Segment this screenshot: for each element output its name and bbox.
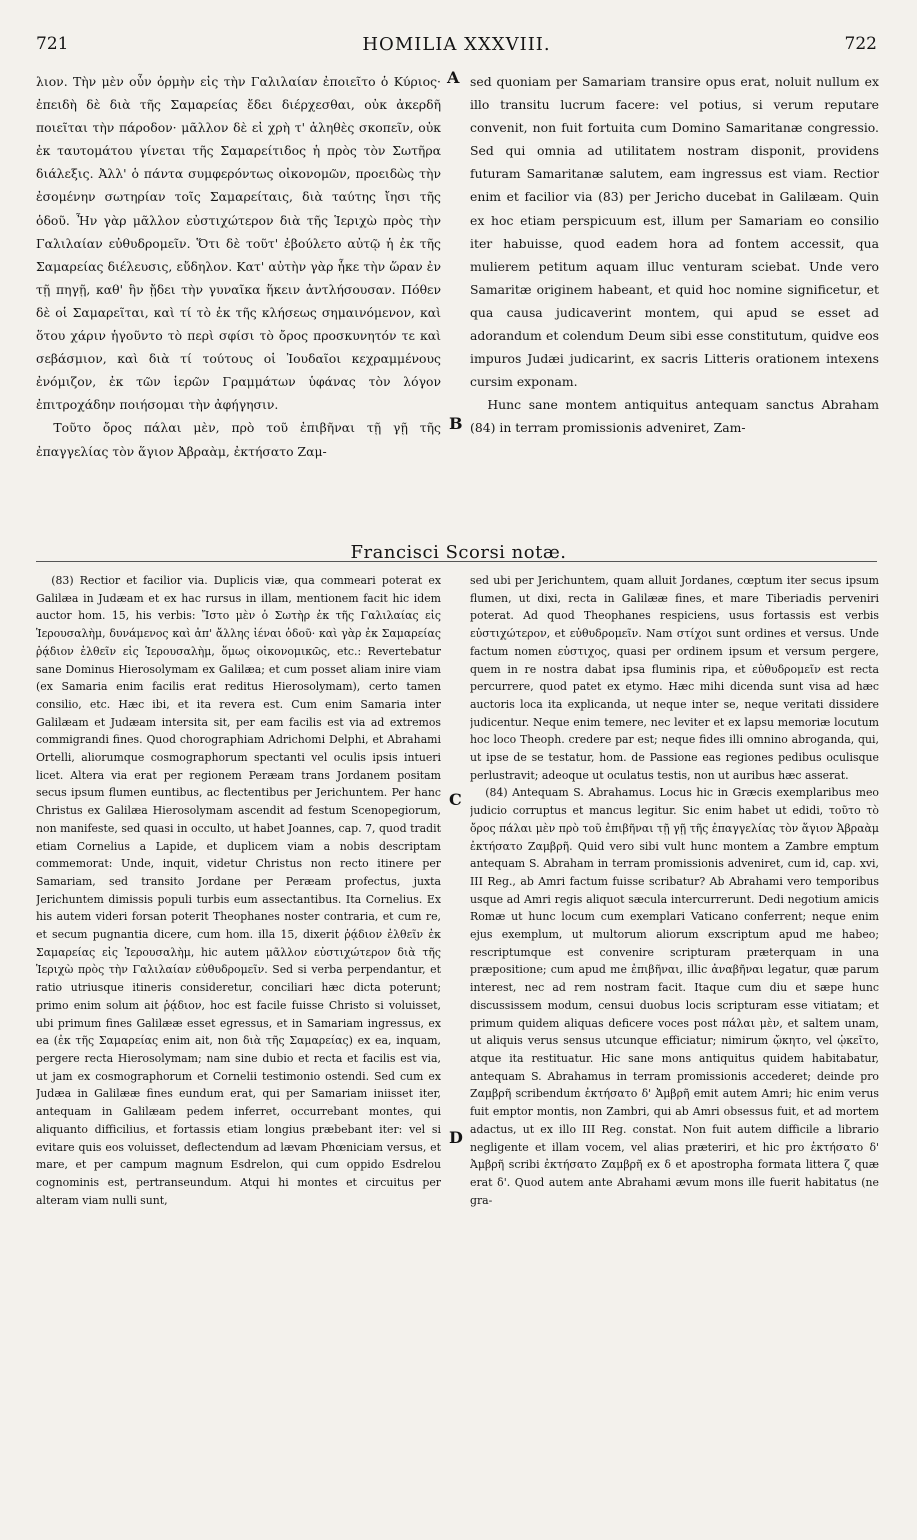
note-paragraph: (83) Rectior et facilior via. Duplicis viæ, qua commeari poterat ex Galilæa in Judæam et ex hac rursus in illam, mentionem facit hic idem auctor hom. 15, his verbis: Ἴστο μὲν ὁ Σωτὴρ ἐκ τῆς Γαλιλαίας εἰς Ἱερουσαλὴμ, δυνάμενος καὶ ἀπ' ἄλλης ἰέναι ὁδοῦ· καὶ γὰρ ἐκ Σαμαρείας ῥᾴδιον ἐλθεῖν εἰς Ἱερουσαλὴμ, ὅμως οἰκονομικῶς, etc.: Revertebatur sane Dominus Hierosolymam ex Galilæa; et cum posset aliam inire viam (ex Samaria enim facilis erat reditus Hierosolymam), certo tamen consilio, etc. Hæc ibi, et ita revera est. Cum enim Samaria inter Galilæam et Judæam intersita sit, per eam facilis est via ad extremos commigrandi fines. Quod chorographiam Adrichomi Delphi, et Abrahami Ortelli, aliorumque cosmographorum spectanti vel oculis ipsis intueri licet. Altera via erat per regionem Peræam trans Jordanem positam secus ipsum flumen euntibus, ac flectentibus per Jerichuntem. Per hanc Christus ex Galilæa Hierosolymam ascendit ad festum Scenopegiorum, non manifeste, sed quasi in occulto, ut habet Joannes, cap. 7, quod tradit etiam Cornelius a Lapide, et duplicem viam a nobis descriptam commemorat: Unde, inquit, videtur Christus non recto itinere per Samariam, sed transito Jordane per Peræam profectus, juxta Jerichuntem dimissis populi turbis eum assectantibus. Ita Cornelius. Ex his autem videri forsan poterit Theophanes noster contraria, et cum re, et secum pugnantia dicere, cum hom. illa 15, dixerit ῥᾴδιον ἐλθεῖν ἐκ Σαμαρείας εἰς Ἱερουσαλὴμ, hic autem μᾶλλον εὐστιχώτερον διὰ τῆς Ἱεριχὼ πρὸς τὴν Γαλιλαίαν εὐθυδρομεῖν. Sed si verba perpendantur, et ratio utriusque itineris consideretur, conciliari hæc dicta poterunt; primo enim solum ait ῥᾴδιον, hoc est facile fuisse Christo si voluisset, ubi primum fines Galilææ esset egressus, et in Samariam ingressus, ex ea (ἐκ τῆς Σαμαρείας enim ait, non διὰ τῆς Σαμαρείας) ex ea, inquam, pergere recta Hierosolymam; nam sine dubio et recta et facilis est via, ut jam ex cosmographorum et Cornelii testimonio ostendi. Sed cum ex Judæa in Galilææ fines eundum erat, qui per Samariam iniisset iter, antequam in Galilæam pedem inferret, occurrebant montes, qui aliquanto difficilius, et fortassis etiam longius præbebant iter: vel si evitare quis eos voluisset, deflectendum ad lævam Phœniciam versus, et mare, et per campum magnum Esdrelon, qui cum oppido Esdrelou cognominis est, pertranseundum. Atqui hi montes et circuitus per alteram viam nulli sunt, <box>36 574 441 1207</box>
page-number-left: 721 <box>36 34 69 54</box>
margin-letter-c: C <box>449 790 462 809</box>
margin-letter-b: B <box>449 414 463 433</box>
running-header <box>36 34 877 60</box>
greek-text-column <box>36 70 441 548</box>
notes-heading: Francisci Scorsi notæ. <box>350 542 567 563</box>
margin-letter-a: A <box>447 68 460 87</box>
margin-letter-d: D <box>449 1128 463 1147</box>
running-title: HOMILIA XXXVIII. <box>362 34 551 55</box>
latin-text-column <box>470 70 879 548</box>
notes-column-right <box>470 572 879 1530</box>
greek-paragraph: Τοῦτο ὄρος πάλαι μὲν, πρὸ τοῦ ἐπιβῆναι τῇ γῇ τῆς ἐπαγγελίας τὸν ἅγιον Ἀβραὰμ, ἐκτήσατο Ζαμ- <box>36 420 441 459</box>
note-paragraph: sed ubi per Jerichuntem, quam alluit Jordanes, cœptum iter secus ipsum flumen, ut dixi, recta in Galilææ fines, et mare Tiberiadis perveniri poterat. Ad quod Theophanes respiciens, usus fortassis est verbis εὐστιχώτερον, et εὐθυδρομεῖν. Nam στίχοι sunt ordines et versus. Unde factum nomen εὐστιχος, quasi per ordinem ipsum et versum pergere, quem in re nostra dabat ipsa fluminis ripa, et εὐθυδρομεῖν est recta percurrere, quod patet ex etymo. Hæc mihi dicenda sunt visa ad hæc auctoris loca ita explicanda, ut neque inter se, neque veritati dissidere judicentur. Neque enim temere, nec leviter et ex lapsu memoriæ locutum hoc loco Theoph. credere par est; neque fides illi omnino abroganda, qui, ut ipse de se testatur, hom. de Passione eas regiones pedibus oculisque perlustravit; adeoque ut oculatus testis, non ut auribus hæc asserat. <box>470 574 879 782</box>
latin-paragraph: sed quoniam per Samariam transire opus erat, noluit nullum ex illo transitu lucrum facere: vel potius, si verum reputare convenit, non fuit fortuita cum Domino Samaritanæ congressio. Sed qui omnia ad utilitatem nostram disponit, providens futuram Samaritanæ salutem, eam ingressus est viam. Rectior enim et facilior via (83) per Jericho ducebat in Galilæam. Quin ex hoc etiam perspicuum est, illum per Samariam eo consilio iter habuisse, quod eadem hora ad fontem accessit, qua mulierem petitum aquam illuc venturam sciebat. Unde vero Samaritæ originem habeant, et quid hoc nomine significetur, et qua causa judicaverint montem, qui apud se esset ad adorandum et colendum Deum sibi esse constitutum, quidve eos impuros Judæi judicarint, ex sacris Litteris orationem intexens cursim exponam. <box>470 74 879 390</box>
note-paragraph: (84) Antequam S. Abrahamus. Locus hic in Græcis exemplaribus meo judicio corruptus et mancus legitur. Sic enim habet ut edidi, τοῦτο τὸ ὄρος πάλαι μὲν πρὸ τοῦ ἐπιβῆναι τῇ γῇ τῆς ἐπαγγελίας τὸν ἅγιον Ἀβραὰμ ἐκτήσατο Ζαμβρῆ. Quid vero sibi vult hunc montem a Zambre emptum antequam S. Abraham in terram promissionis adveniret, cum id, cap. xvi, III Reg., ab Amri factum fuisse scribatur? Ab Abrahami vero temporibus usque ad Amri regis aliquot sæcula intercurrerunt. Dedi negotium amicis Romæ ut hunc locum cum exemplari Vaticano conferrent; neque enim ejus exemplum, ut multorum aliorum exscriptum apud me habeo; rescriptumque est convenire scripturam præterquam in una præpositione; cum apud me ἐπιβῆναι, illic ἀναβῆναι legatur, quæ parum interest, nec ad rem nostram facit. Itaque cum diu et sæpe hunc discussissem modum, censui duobus locis scripturam esse vitiatam; et primum quidem aliquas deficere voces post πάλαι μὲν, et saltem unam, ut aliquis verus sensus utcunque efficiatur; nimirum ᾤκητο, vel ᾠκεῖτο, atque ita restituatur. Hic sane mons antiquitus quidem habitabatur, antequam S. Abrahamus in terram promissionis accederet; deinde pro Ζαμβρῆ scribendum ἐκτήσατο δ' Ἀμβρῆ emit autem Amri; hic enim verus fuit emptor montis, non Zambri, qui ab Amri obsessus fuit, et ad mortem adactus, ut ex illo III Reg. constat. Non fuit autem difficile a librario negligente et illam vocem, vel alias præteriri, et hic pro ἐκτήσατο δ' Ἀμβρῆ scribi ἐκτήσατο Ζαμβρῆ ex δ et apostropha formata littera ζ quæ erat δ'. Quod autem ante Abrahami ævum mons ille fuerit habitatus (ne gra- <box>470 786 879 1207</box>
latin-paragraph: Hunc sane montem antiquitus antequam sanctus Abraham (84) in terram promissionis adveniret, Zam- <box>470 397 879 436</box>
greek-paragraph: λιον. Τὴν μὲν οὖν ὁρμὴν εἰς τὴν Γαλιλαίαν ἐποιεῖτο ὁ Κύριος· ἐπειδὴ δὲ διὰ τῆς Σαμαρείας ἔδει διέρχεσθαι, οὐκ ἀκερδῆ ποιεῖται τὴν πάροδον· μᾶλλον δὲ εἰ χρὴ τ' ἀληθὲς σκοπεῖν, οὐκ ἐκ ταυτομάτου γίνεται τῆς Σαμαρείτιδος ἡ πρὸς τὸν Σωτῆρα διάλεξις. Ἀλλ' ὁ πάντα συμφερόντως οἰκονομῶν, προειδὼς τὴν ἐσομένην σωτηρίαν τοῖς Σαμαρείταις, διὰ ταύτης ἴησι τῆς ὁδοῦ. Ἦν γὰρ μᾶλλον εὐστιχώτερον διὰ τῆς Ἱεριχὼ πρὸς τὴν Γαλιλαίαν εὐθυδρομεῖν. Ὅτι δὲ τοῦτ' ἐβούλετο αὐτῷ ἡ ἐκ τῆς Σαμαρείας διέλευσις, εὔδηλον. Κατ' αὐτὴν γὰρ ἧκε τὴν ὥραν ἐν τῇ πηγῇ, καθ' ἣν ᾔδει τὴν γυναῖκα ἥκειν ἀντλήσουσαν. Πόθεν δὲ οἱ Σαμαρεῖται, καὶ τί τὸ ἐκ τῆς κλήσεως σημαινόμενον, καὶ ὅτου χάριν ἡγοῦντο τὸ περὶ σφίσι τὸ ὄρος προσκυνητόν τε καὶ σεβάσμιον, καὶ διὰ τί τούτους οἱ Ἰουδαῖοι κεχραμμένους ἐνόμιζον, ἐκ τῶν ἱερῶν Γραμμάτων ὑφάνας τὸν λόγον ἐπιτροχάδην ποιήσομαι τὴν ἀφήγησιν. <box>36 74 441 413</box>
page-number-right: 722 <box>844 34 877 54</box>
notes-divider <box>36 561 877 562</box>
notes-column-left <box>36 572 441 1530</box>
